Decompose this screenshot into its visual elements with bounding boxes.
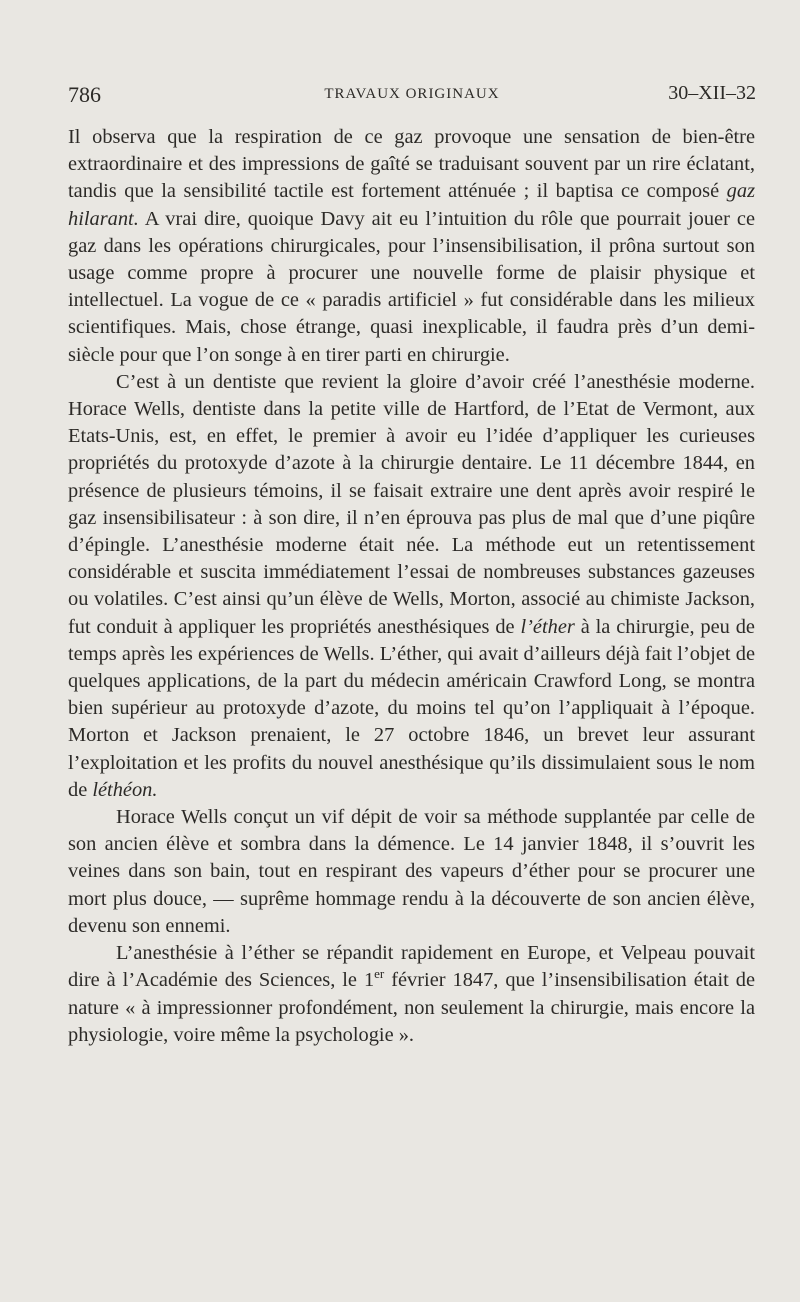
running-title: TRAVAUX ORIGINAUX xyxy=(324,86,500,102)
text-segment: Horace Wells conçut un vif dépit de voir sa méthode supplantée par celle de son ancien élève et sombra dans la démence. Le 14 janvier 1848, il s’ouvrit les veines dans son bain, tout en respirant des vapeurs d’éther pour se procurer une mort plus douce, — suprême hommage rendu à la découverte de son ancien élève, devenu son ennemi. xyxy=(68,806,755,937)
text-segment: février 1847, que l’insensibilisation était de nature « à impressionner profondément, non seulement la chirurgie, mais encore la physiologie, voire même la psychologie ». xyxy=(68,969,755,1046)
italic-term-letheon: léthéon. xyxy=(92,778,158,801)
text-segment: à la chirurgie, peu de temps après les expériences de Wells. L’éther, qui avait d’ailleurs déjà fait l’objet de quelques applications, de la part du médecin américain Crawford Long, se montra bien supérieur au protoxyde d’azote, du moins tel qu’on l’appliquait à l’époque. Morton et Jackson prenaient, le 27 octobre 1846, un brevet leur assurant l’exploitation et les profits du nouvel anesthésique qu’ils dissimulaient sous le nom de xyxy=(68,615,755,801)
text-segment: A vrai dire, quoique Davy ait eu l’intuition du rôle que pourrait jouer ce gaz dans les opérations chirurgicales, pour l’insensibilisation, il prôna surtout son usage comme propre à procurer une nouvelle forme de plaisir physique et intellectuel. La vogue de ce « paradis artificiel » fut considérable dans les milieux scientifiques. Mais, chose étrange, quasi inexplicable, il faudra près d’un demi-siècle pour que l’on songe à en tirer parti en chirurgie. xyxy=(68,207,755,366)
page-header xyxy=(68,82,756,112)
text-segment: Il observa que la respiration de ce gaz provoque une sensation de bien-être extraordinaire et des impressions de gaîté se traduisant souvent par un rire éclatant, tandis que la sensibilité tactile est fortement atténuée ; il baptisa ce composé xyxy=(68,126,755,203)
paragraph-4 xyxy=(68,940,755,1049)
text-segment: C’est à un dentiste que revient la gloire d’avoir créé l’anesthésie moderne. Horace Wells, dentiste dans la petite ville de Hartford, de l’Etat de Vermont, aux Etats-Unis, est, en effet, le premier à avoir eu l’idée d’appliquer les curieuses propriétés du protoxyde d’azote à la chirurgie dentaire. Le 11 décembre 1844, en présence de plusieurs témoins, il se faisait extraire une dent après avoir respiré le gaz insensibilisateur : à son dire, il n’en éprouva pas plus de mal que d’une piqûre d’épingle. L’anesthésie moderne était née. La méthode eut un retentissement considérable et suscita immédiatement l’essai de nombreuses substances gazeuses ou volatiles. C’est ainsi qu’un élève de Wells, Morton, associé au chimiste Jackson, fut conduit à appliquer les propriétés anesthésiques de xyxy=(68,370,755,638)
text-segment: L’anesthésie à l’éther se répandit rapidement en Europe, et Velpeau pouvait dire à l’Académie des Sciences, le 1 xyxy=(68,942,755,992)
superscript-ordinal: er xyxy=(374,966,385,982)
paragraph-3 xyxy=(68,804,755,940)
paragraph-2 xyxy=(68,369,755,804)
page-number: 786 xyxy=(68,82,101,107)
paragraph-1 xyxy=(68,124,755,369)
italic-term-ether: l’éther xyxy=(520,615,575,638)
issue-reference: 30–XII–32 xyxy=(668,82,756,104)
article-body xyxy=(68,124,755,1049)
italic-term-gaz-hilarant: gaz hilarant. xyxy=(68,180,755,230)
